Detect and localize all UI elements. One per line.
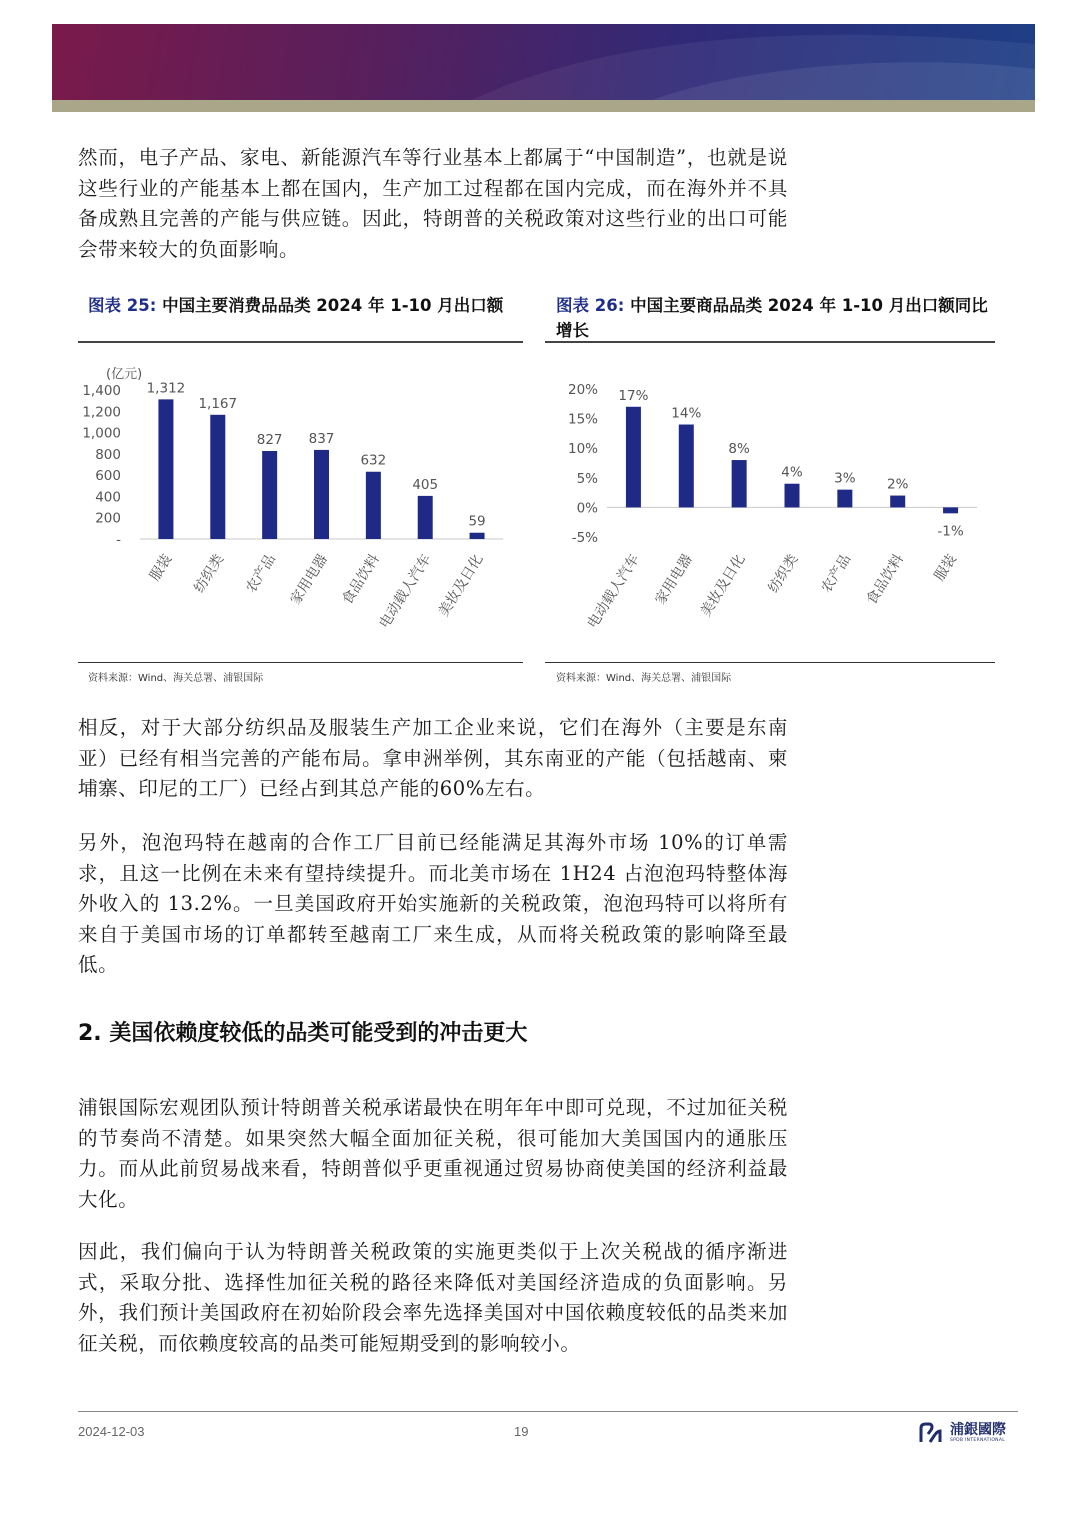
bar <box>470 533 485 539</box>
logo-text-cn: 浦銀國際 <box>950 1421 1006 1438</box>
x-category-label: 食品饮料 <box>863 551 908 608</box>
y-tick-label: 1,400 <box>82 383 121 399</box>
paragraph-2: 相反，对于大部分纺织品及服装生产加工企业来说，它们在海外（主要是东南亚）已经有相当完善的产能布局。拿申洲举例，其东南亚的产能（包括越南、柬埔寨、印尼的工厂）已经占到其总产能的60%左右。 <box>78 716 788 800</box>
bar <box>732 460 747 507</box>
bar <box>626 407 641 508</box>
bar <box>679 425 694 508</box>
x-category-label: 家用电器 <box>652 551 696 608</box>
y-tick-label: 1,000 <box>82 425 121 442</box>
bar <box>314 450 329 539</box>
paragraph-4: 浦银国际宏观团队预计特朗普关税承诺最快在明年年中即可兑现，不过加征关税的节奏尚不清楚。如果突然大幅全面加征关税，很可能加大美国国内的通胀压力。而从此前贸易战来看，特朗普似乎更重视通过贸易协商使美国的经济利益最大化。 <box>78 1096 788 1211</box>
paragraph-1: 然而，电子产品、家电、新能源汽车等行业基本上都属于“中国制造”，也就是说这些行业的产能基本上都在国内，生产加工过程都在国内完成，而在海外并不具备成熟且完善的产能与供应链。因此，特朗普的关税政策对这些行业的出口可能会带来较大的负面影响。 <box>78 146 788 261</box>
bar <box>418 496 433 539</box>
data-label: -1% <box>937 523 964 540</box>
company-logo <box>918 1422 1006 1444</box>
bar <box>837 490 852 508</box>
y-tick-label: 20% <box>567 382 598 398</box>
figure-25-source: 资料来源：Wind、海关总署、浦银国际 <box>88 673 264 684</box>
section-heading: 2. 美国依赖度较低的品类可能受到的冲击更大 <box>78 1021 528 1046</box>
figure-26-label: 图表 26: <box>556 296 625 315</box>
x-category-label: 电动载人汽车 <box>584 551 643 632</box>
bar <box>943 507 958 513</box>
header-band <box>52 100 1035 112</box>
x-category-label: 家用电器 <box>287 551 331 608</box>
x-category-label: 美妆及日化 <box>697 551 749 620</box>
figure-25-title-text: 中国主要消费品品类 2024 年 1-10 月出口额 <box>162 296 504 315</box>
y-tick-label: 400 <box>95 489 121 506</box>
x-category-label: 服装 <box>931 551 960 584</box>
y-tick-label: 5% <box>576 470 598 487</box>
data-label: 2% <box>887 476 909 493</box>
data-label: 1,312 <box>146 380 186 397</box>
x-category-label: 纺织类 <box>191 551 228 596</box>
bar <box>785 484 800 508</box>
x-category-label: 农产品 <box>818 551 855 596</box>
paragraph-3: 另外，泡泡玛特在越南的合作工厂目前已经能满足其海外市场 10%的订单需求，且这一比例在未来有望持续提升。而北美市场在 1H24 占泡泡玛特整体海外收入的 13.2%。一旦美国政府开始实施新的关税政策，泡泡玛特可以将所有来自于美国市场的订单都转至越南工厂来生成，从而将关税政策的影响降至最低。 <box>78 831 788 976</box>
data-label: 8% <box>728 441 750 458</box>
figure-25-label: 图表 25: <box>88 296 157 315</box>
x-category-label: 服装 <box>146 551 176 584</box>
bar <box>158 399 173 539</box>
data-label: 405 <box>412 476 439 493</box>
data-label: 827 <box>256 431 283 448</box>
data-label: 4% <box>781 464 803 481</box>
header-banner <box>52 24 1035 100</box>
figure-25-bottom-rule <box>78 662 523 663</box>
data-label: 17% <box>618 387 649 404</box>
bar <box>262 451 277 539</box>
x-category-label: 电动载人汽车 <box>376 551 435 632</box>
x-category-label: 美妆及日化 <box>435 551 487 620</box>
figure-26-top-rule <box>545 341 995 343</box>
page-number: 19 <box>514 1424 529 1439</box>
figure-26-bottom-rule <box>545 662 995 663</box>
x-category-label: 农产品 <box>243 551 280 596</box>
figure-25-title <box>88 293 518 318</box>
figure-26-title-text: 中国主要商品品类 2024 年 1-10 月出口额同比增长 <box>556 296 988 340</box>
unit-label: (亿元) <box>106 367 143 382</box>
y-tick-label: 200 <box>95 510 121 527</box>
bar <box>366 472 381 539</box>
logo-mark-icon <box>918 1422 944 1444</box>
figure-25-top-rule <box>78 341 523 343</box>
y-tick-label: 800 <box>95 446 121 463</box>
y-tick-label: - <box>116 532 121 548</box>
y-tick-label: 1,200 <box>82 404 121 421</box>
y-tick-label: 600 <box>95 468 121 485</box>
data-label: 632 <box>360 452 387 469</box>
footer-rule <box>78 1411 1018 1412</box>
figure-26-title <box>556 293 996 343</box>
y-tick-label: 0% <box>576 500 598 517</box>
x-category-label: 纺织类 <box>765 551 802 596</box>
y-tick-label: -5% <box>571 530 598 546</box>
logo-text-en: SPDB INTERNATIONAL <box>950 1437 1006 1443</box>
figure-25-chart <box>78 350 523 655</box>
x-category-label: 食品饮料 <box>339 551 383 608</box>
y-tick-label: 15% <box>567 411 598 428</box>
data-label: 837 <box>308 430 335 447</box>
figure-26-chart <box>545 350 995 655</box>
banner-decoration <box>52 24 1035 100</box>
bar <box>210 415 225 539</box>
paragraph-5: 因此，我们偏向于认为特朗普关税政策的实施更类似于上次关税战的循序渐进式，采取分批、选择性加征关税的路径来降低对美国经济造成的负面影响。另外，我们预计美国政府在初始阶段会率先选择美国对中国依赖度较低的品类来加征关税，而依赖度较高的品类可能短期受到的影响较小。 <box>78 1240 788 1355</box>
data-label: 1,167 <box>198 395 238 412</box>
data-label: 14% <box>671 405 702 422</box>
footer-date: 2024-12-03 <box>78 1424 145 1439</box>
y-tick-label: 10% <box>567 441 598 458</box>
figure-26-source: 资料来源：Wind、海关总署、浦银国际 <box>556 673 732 684</box>
data-label: 3% <box>834 470 856 487</box>
data-label: 59 <box>468 513 486 530</box>
bar <box>890 496 905 508</box>
